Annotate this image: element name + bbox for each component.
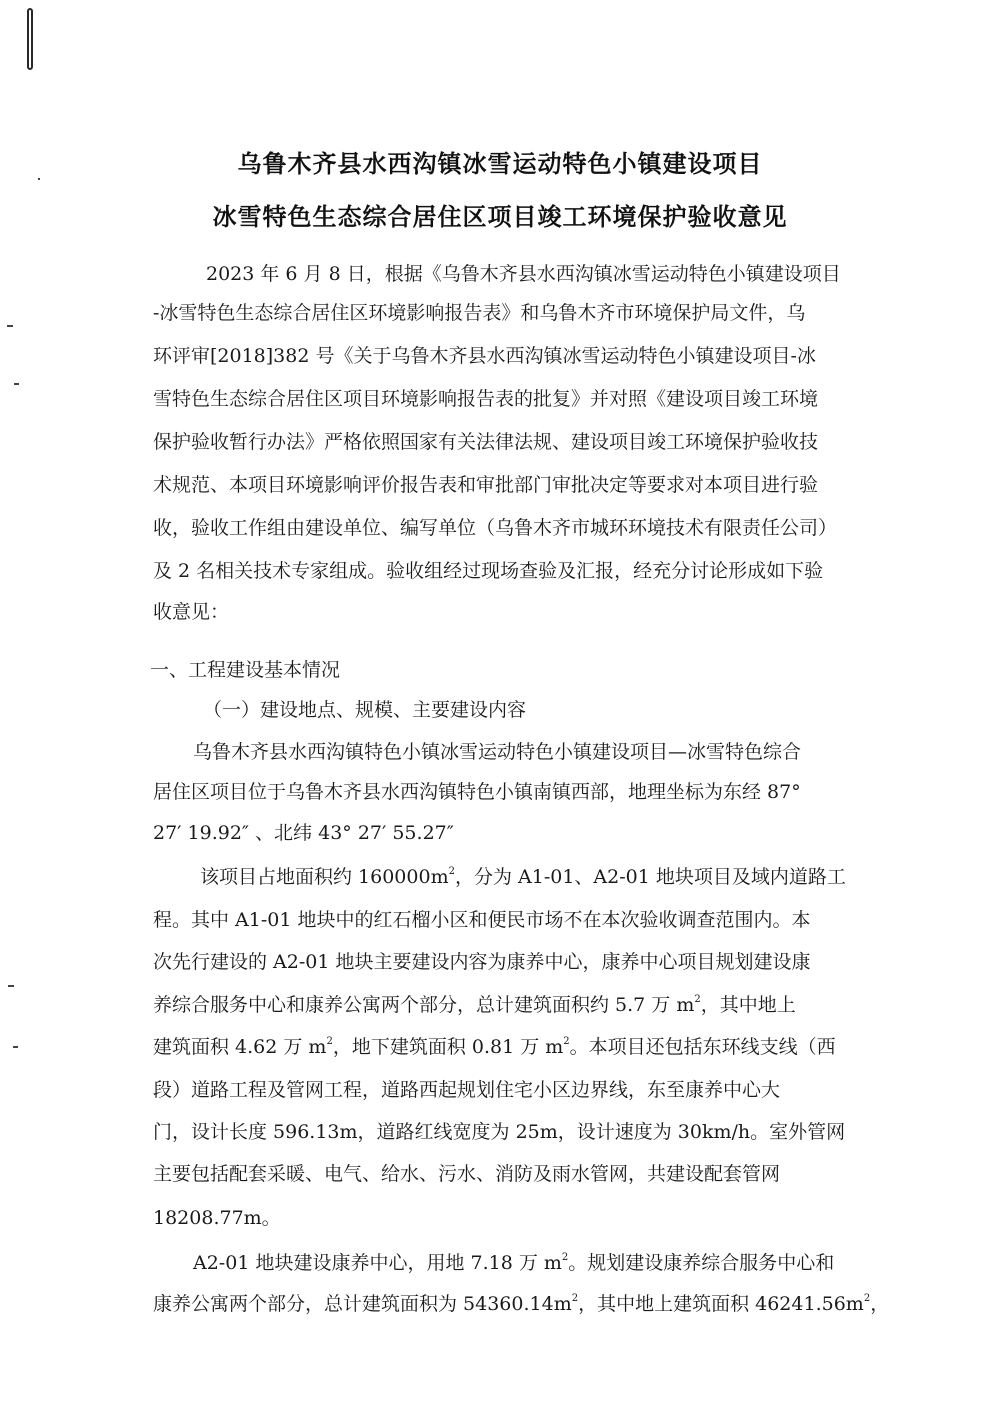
superscript: 2 <box>561 1252 569 1263</box>
area-line <box>153 1032 836 1059</box>
intro-line: 收意见： <box>153 601 230 623</box>
a2-line <box>193 1248 834 1275</box>
scan-speck <box>8 985 14 987</box>
area-line: 程。其中 A1-01 地块中的红石榴小区和便民市场不在本次验收调查范围内。本 <box>153 909 811 931</box>
location-line: 乌鲁木齐县水西沟镇特色小镇冰雪运动特色小镇建设项目—冰雪特色综合 <box>193 741 802 763</box>
area-text: ，地下建筑面积 0.81 万 m <box>332 1036 564 1058</box>
scan-speck <box>7 325 13 327</box>
area-line: 次先行建设的 A2-01 地块主要建设内容为康养中心，康养中心项目规划建设康 <box>153 951 811 973</box>
superscript: 2 <box>563 1036 570 1047</box>
scan-speck <box>14 383 19 385</box>
a2-text: ，其中地上建筑面积 46241.56m <box>578 1293 864 1315</box>
a2-line <box>153 1289 889 1316</box>
superscript: 2 <box>694 994 701 1005</box>
intro-line: 环评审[2018]382 号《关于乌鲁木齐县水西沟镇冰雪运动特色小镇建设项目-冰 <box>153 345 816 367</box>
superscript: 2 <box>863 1293 871 1304</box>
area-text: 养综合服务中心和康养公寓两个部分，总计建筑面积约 5.7 万 m <box>153 994 695 1016</box>
document-title-line1: 乌鲁木齐县水西沟镇冰雪运动特色小镇建设项目 <box>237 150 763 178</box>
scan-speck <box>13 1046 18 1048</box>
superscript: 2 <box>571 1293 579 1304</box>
a2-text: 。规划建设康养综合服务中心和 <box>568 1252 835 1274</box>
area-line: 门，设计长度 596.13m，道路红线宽度为 25m，设计速度为 30km/h。室外管网 <box>153 1121 846 1143</box>
intro-line: 雪特色生态综合居住区项目环境影响报告表的批复》并对照《建设项目竣工环境 <box>153 388 819 410</box>
subsection-heading: （一）建设地点、规模、主要建设内容 <box>203 699 527 721</box>
a2-text: 康养公寓两个部分，总计建筑面积为 54360.14m <box>153 1293 572 1315</box>
area-line: 18208.77m。 <box>153 1207 281 1229</box>
binding-mark <box>27 8 33 70</box>
intro-line: -冰雪特色生态综合居住区环境影响报告表》和乌鲁木齐市环境保护局文件，乌 <box>153 302 806 324</box>
intro-line: 术规范、本项目环境影响评价报告表和审批部门审批决定等要求对本项目进行验 <box>153 474 819 496</box>
area-line: 段）道路工程及管网工程，道路西起规划住宅小区边界线，东至康养中心大 <box>153 1079 781 1101</box>
area-text: 该项目占地面积约 160000m <box>200 866 449 888</box>
intro-line: 及 2 名相关技术专家组成。验收组经过现场查验及汇报，经充分讨论形成如下验 <box>153 560 824 582</box>
intro-line: 收，验收工作组由建设单位、编写单位（乌鲁木齐市城环环境技术有限责任公司） <box>153 517 838 539</box>
area-text: 建筑面积 4.62 万 m <box>153 1036 327 1058</box>
area-text: ，其中地上 <box>700 994 796 1016</box>
area-line: 主要包括配套采暖、电气、给水、污水、消防及雨水管网，共建设配套管网 <box>153 1163 781 1185</box>
area-line <box>153 990 796 1017</box>
intro-line: 保护验收暂行办法》严格依照国家有关法律法规、建设项目竣工环境保护验收技 <box>153 431 819 453</box>
superscript: 2 <box>448 866 455 877</box>
location-line: 27′ 19.92″ 、北纬 43° 27′ 55.27″ <box>153 822 454 844</box>
area-text: 。本项目还包括东环线支线（西 <box>569 1036 836 1058</box>
area-text: ，分为 A1-01、A2-01 地块项目及域内道路工 <box>454 866 846 888</box>
intro-line: 2023 年 6 月 8 日，根据《乌鲁木齐县水西沟镇冰雪运动特色小镇建设项目 <box>206 263 841 285</box>
document-title-line2: 冰雪特色生态综合居住区项目竣工环境保护验收意见 <box>212 203 788 231</box>
a2-text: ， <box>870 1293 890 1315</box>
section-heading: 一、工程建设基本情况 <box>150 659 341 681</box>
location-line: 居住区项目位于乌鲁木齐县水西沟镇特色小镇南镇西部，地理坐标为东经 87° <box>153 781 801 803</box>
area-line <box>200 862 846 889</box>
a2-text: A2-01 地块建设康养中心，用地 7.18 万 m <box>193 1252 562 1274</box>
superscript: 2 <box>326 1036 333 1047</box>
